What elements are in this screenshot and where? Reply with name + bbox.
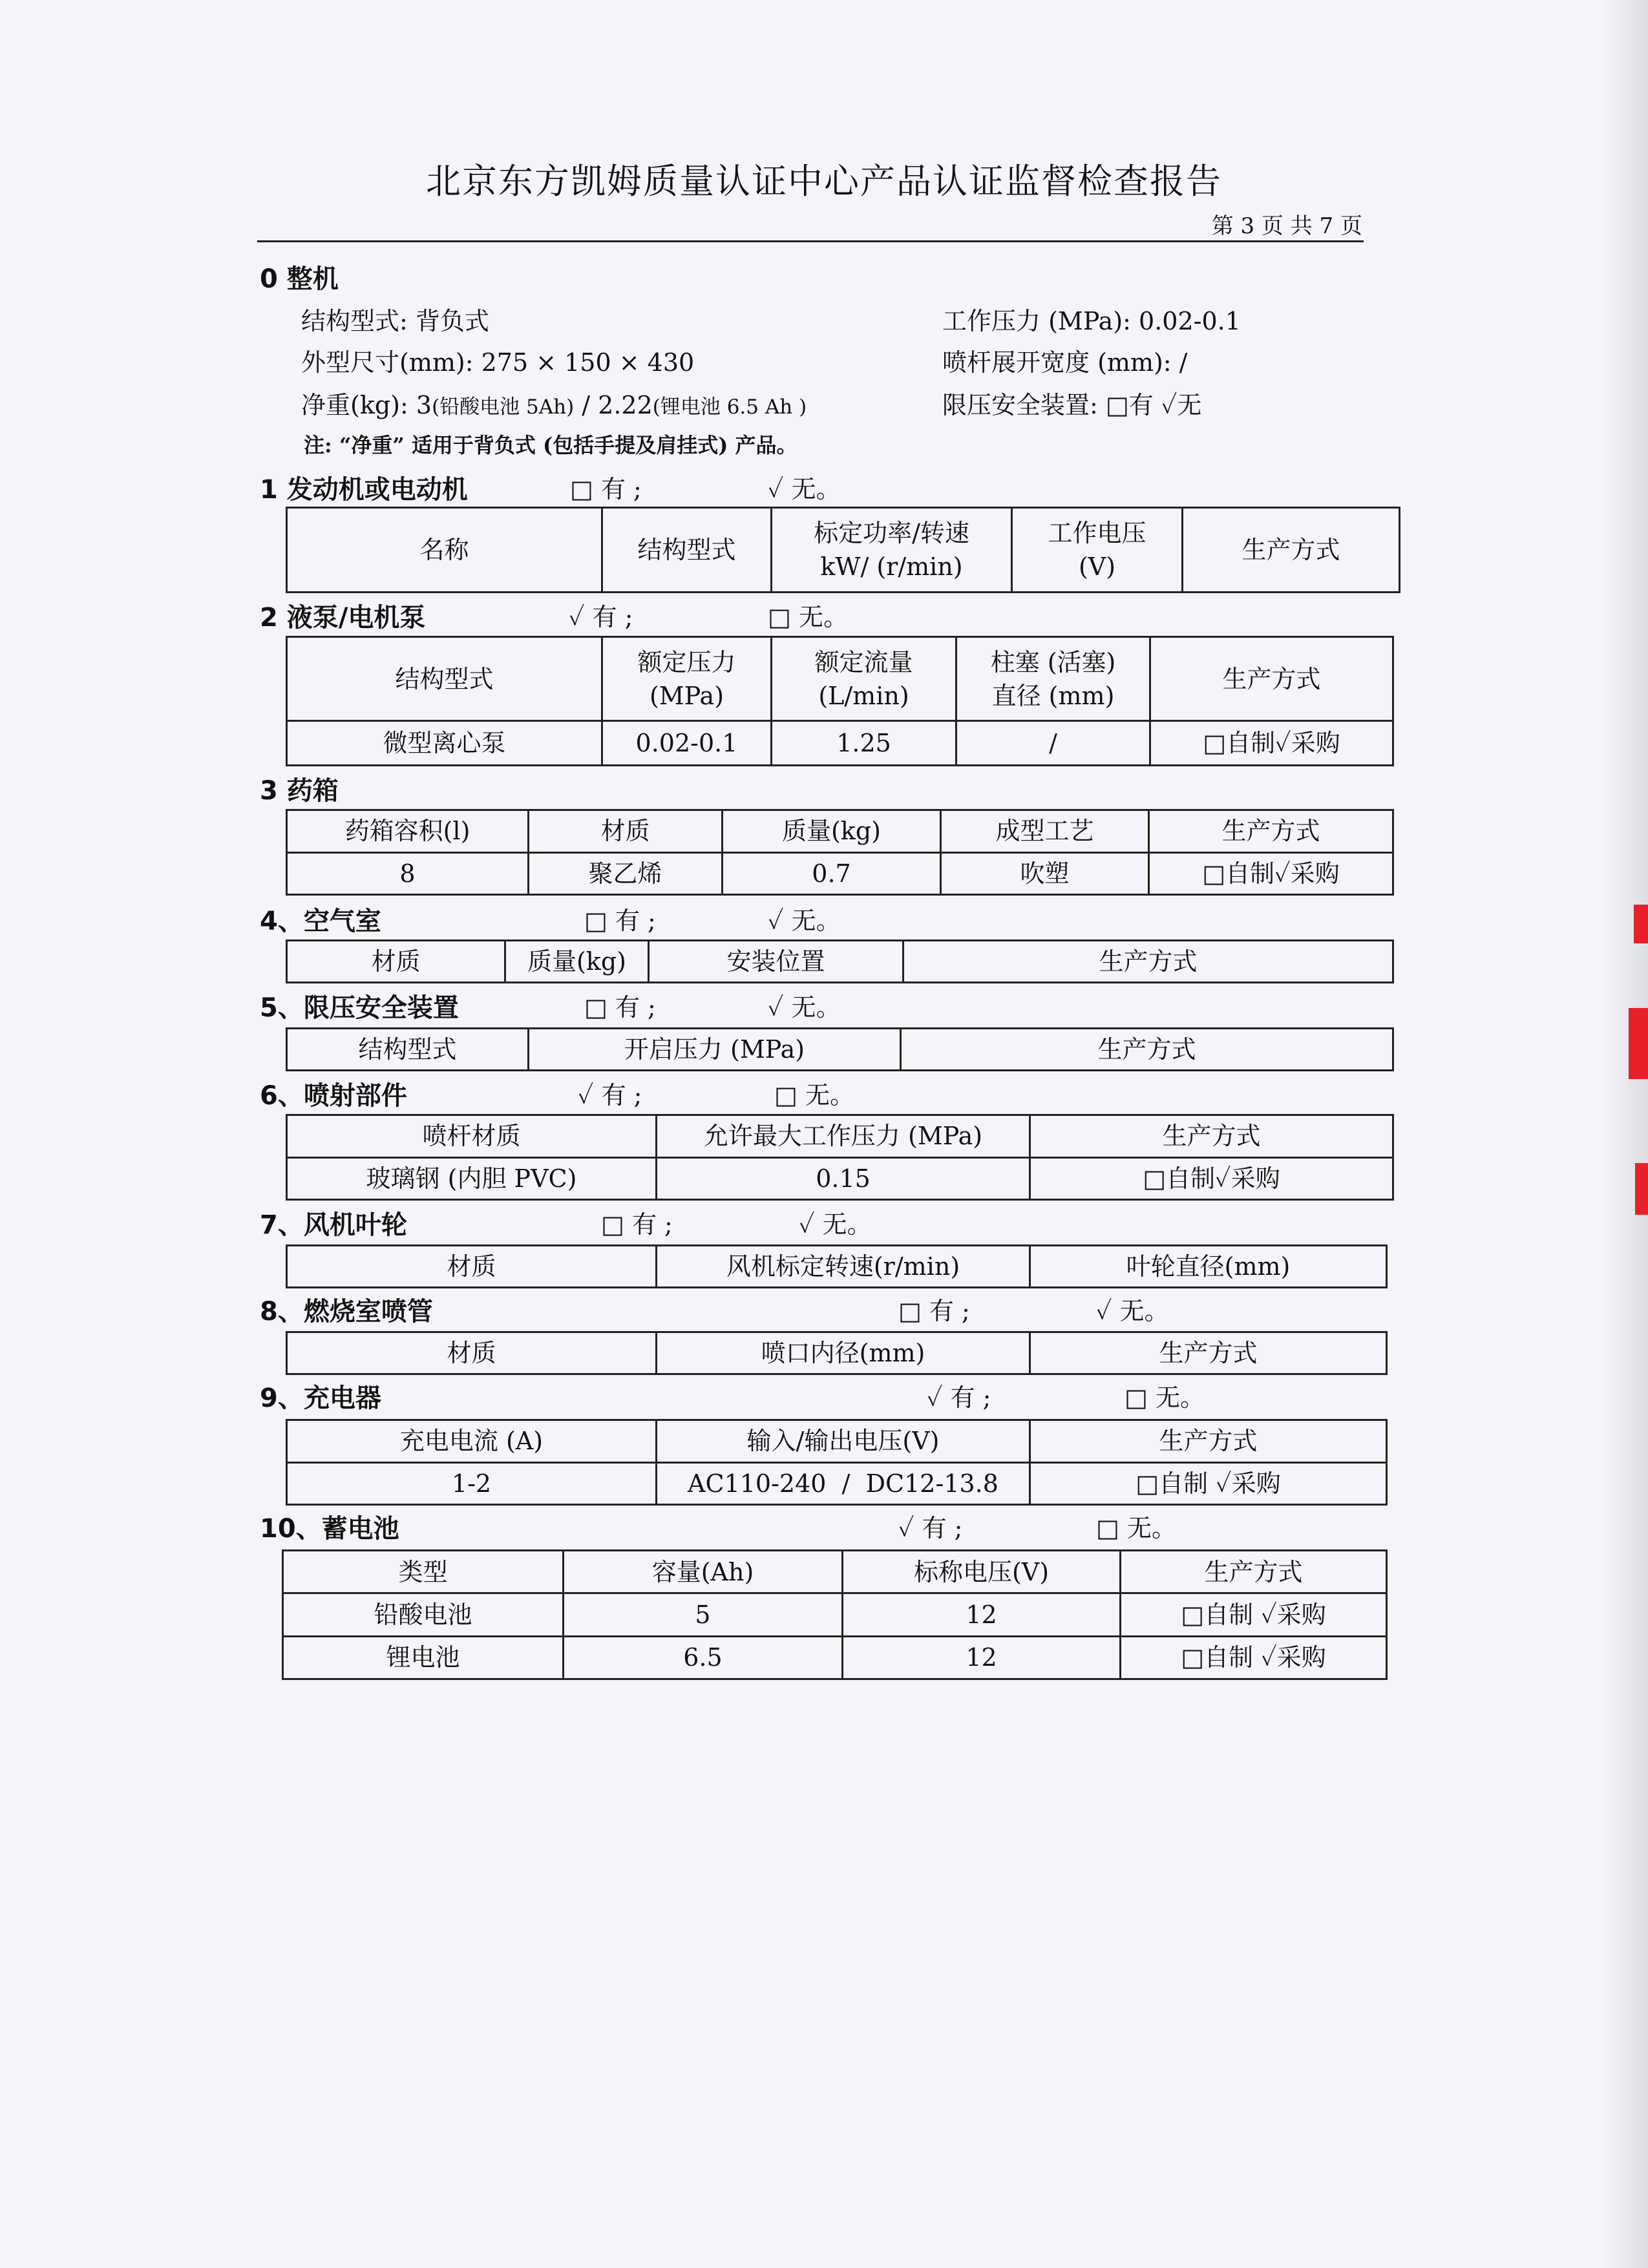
table-header-cell: 允许最大工作压力 (MPa)	[657, 1115, 1030, 1158]
section-2-no: □ 无。	[768, 603, 848, 631]
table-header-cell: 材质	[287, 1332, 657, 1374]
combustion-nozzle-table	[286, 1331, 1388, 1375]
section-0-title: 0 整机	[260, 264, 339, 294]
section-10-no: □ 无。	[1096, 1514, 1176, 1542]
table-header-cell: 生产方式	[1183, 508, 1400, 593]
section-10-title: 10、蓄电池	[260, 1514, 399, 1544]
section-1-yes: □ 有 ;	[570, 475, 642, 503]
table-header-cell: 生产方式	[1149, 810, 1393, 853]
section-7-title: 7、风机叶轮	[260, 1210, 407, 1240]
table-cell: 0.15	[657, 1157, 1030, 1200]
table-cell: 微型离心泵	[287, 721, 602, 766]
table-header-cell: 输入/输出电压(V)	[657, 1420, 1030, 1463]
section-9-yes: ✓ 有 ;	[927, 1383, 991, 1412]
section-4-no: ✓ 无。	[768, 907, 841, 935]
table-row	[287, 721, 1393, 766]
table-header-cell: 结构型式	[287, 1029, 529, 1071]
table-header-cell: 生产方式	[1150, 637, 1393, 721]
net-weight-b: (铅酸电池 5Ah)	[432, 395, 575, 419]
table-header-cell: 工作电压 (V)	[1012, 508, 1183, 593]
table-cell: AC110-240 / DC12-13.8	[657, 1462, 1030, 1505]
table-row	[287, 1332, 1387, 1374]
section-2-yes: ✓ 有 ;	[569, 603, 633, 631]
table-row	[287, 1115, 1393, 1158]
table-cell: 5	[564, 1593, 843, 1636]
table-header-cell: 成型工艺	[941, 810, 1149, 853]
table-row	[287, 1246, 1387, 1288]
table-cell: 12	[843, 1593, 1121, 1636]
table-cell: □自制 ✓采购	[1121, 1593, 1387, 1636]
boom-width: 喷杆展开宽度 (mm): /	[942, 348, 1188, 377]
table-cell: 0.02-0.1	[602, 721, 772, 766]
red-stamp-mark	[1635, 1163, 1648, 1215]
table-header-cell: 名称	[287, 508, 602, 593]
section-3-title: 3 药箱	[260, 776, 339, 806]
table-row	[287, 1462, 1387, 1505]
section-7-yes: □ 有 ;	[601, 1210, 673, 1239]
engine-table	[286, 507, 1400, 593]
net-weight-c: / 2.22	[574, 391, 653, 419]
report-title: 北京东方凯姆质量认证中心产品认证监督检查报告	[426, 161, 1222, 202]
table-cell: □自制✓采购	[1150, 721, 1393, 766]
table-header-cell: 风机标定转速(r/min)	[657, 1246, 1030, 1288]
table-row	[283, 1551, 1387, 1593]
table-header-cell: 生产方式	[903, 941, 1393, 983]
table-cell: □自制 ✓采购	[1121, 1636, 1387, 1679]
table-header-cell: 充电电流 (A)	[287, 1420, 657, 1463]
table-header-cell: 喷口内径(mm)	[657, 1332, 1030, 1374]
section-8-no: ✓ 无。	[1096, 1297, 1169, 1325]
battery-table	[282, 1549, 1388, 1680]
net-weight-a: 净重(kg): 3	[301, 391, 432, 419]
red-stamp-mark	[1629, 1008, 1648, 1079]
section-9-title: 9、充电器	[260, 1383, 381, 1413]
air-chamber-table	[286, 940, 1394, 983]
charger-table	[286, 1419, 1388, 1506]
table-header-cell: 容量(Ah)	[564, 1551, 843, 1593]
section-1-no: ✓ 无。	[768, 475, 841, 503]
table-cell: 锂电池	[283, 1636, 564, 1679]
section-2-title: 2 液泵/电机泵	[260, 603, 426, 633]
structure-type: 结构型式: 背负式	[301, 307, 489, 335]
table-header-cell: 类型	[283, 1551, 564, 1593]
table-row	[287, 508, 1400, 593]
table-row	[287, 810, 1393, 853]
table-cell: 1.25	[772, 721, 956, 766]
table-header-cell: 叶轮直径(mm)	[1030, 1246, 1387, 1288]
table-header-cell: 生产方式	[1030, 1332, 1387, 1374]
section-4-yes: □ 有 ;	[584, 907, 656, 935]
table-header-cell: 生产方式	[1121, 1551, 1387, 1593]
section-5-title: 5、限压安全装置	[260, 993, 459, 1023]
table-cell: □自制✓采购	[1149, 852, 1393, 895]
table-header-cell: 生产方式	[1030, 1115, 1393, 1158]
section-8-title: 8、燃烧室喷管	[260, 1297, 433, 1327]
section-5-yes: □ 有 ;	[584, 993, 656, 1022]
section-5-no: ✓ 无。	[768, 993, 841, 1022]
working-pressure: 工作压力 (MPa): 0.02-0.1	[942, 307, 1241, 335]
tank-table	[286, 809, 1394, 896]
scan-edge-shadow	[1603, 0, 1648, 2268]
table-header-cell: 开启压力 (MPa)	[529, 1029, 901, 1071]
table-row	[283, 1593, 1387, 1636]
table-cell: 玻璃钢 (内胆 PVC)	[287, 1157, 657, 1200]
table-header-cell: 质量(kg)	[505, 941, 649, 983]
table-row	[287, 637, 1393, 721]
table-header-cell: 安装位置	[649, 941, 903, 983]
table-cell: □自制✓采购	[1030, 1157, 1393, 1200]
table-header-cell: 结构型式	[602, 508, 772, 593]
section-7-no: ✓ 无。	[799, 1210, 872, 1239]
table-cell: 0.7	[723, 852, 941, 895]
net-weight-d: (锂电池 6.5 Ah )	[652, 395, 807, 419]
fan-impeller-table	[286, 1244, 1388, 1288]
red-stamp-mark	[1634, 905, 1648, 943]
section-6-title: 6、喷射部件	[260, 1081, 407, 1111]
table-header-cell: 标定功率/转速 kW/ (r/min)	[772, 508, 1012, 593]
table-header-cell: 额定流量 (L/min)	[772, 637, 956, 721]
page-number: 第 3 页 共 7 页	[1211, 213, 1362, 239]
table-cell: 铅酸电池	[283, 1593, 564, 1636]
table-header-cell: 材质	[287, 941, 505, 983]
table-header-cell: 结构型式	[287, 637, 602, 721]
table-cell: 6.5	[564, 1636, 843, 1679]
header-divider	[257, 240, 1364, 242]
table-cell: 1-2	[287, 1462, 657, 1505]
table-header-cell: 材质	[529, 810, 723, 853]
table-cell: /	[956, 721, 1150, 766]
section-8-yes: □ 有 ;	[898, 1297, 970, 1325]
section-10-yes: ✓ 有 ;	[898, 1514, 963, 1542]
table-header-cell: 生产方式	[1030, 1420, 1387, 1463]
net-weight	[301, 385, 807, 421]
table-row	[287, 1157, 1393, 1200]
table-row	[287, 1420, 1387, 1463]
table-row	[287, 941, 1393, 983]
table-header-cell: 标称电压(V)	[843, 1551, 1121, 1593]
safety-device-table	[286, 1027, 1394, 1071]
table-cell: 吹塑	[941, 852, 1149, 895]
table-row	[287, 1029, 1393, 1071]
table-header-cell: 喷杆材质	[287, 1115, 657, 1158]
table-cell: 12	[843, 1636, 1121, 1679]
section-1-title: 1 发动机或电动机	[260, 475, 468, 505]
table-header-cell: 生产方式	[901, 1029, 1393, 1071]
weight-note: 注: “净重” 适用于背负式 (包括手提及肩挂式) 产品。	[304, 433, 798, 457]
table-header-cell: 药箱容积(l)	[287, 810, 529, 853]
table-cell: 聚乙烯	[529, 852, 723, 895]
table-cell: □自制 ✓采购	[1030, 1462, 1387, 1505]
pressure-safety-device: 限压安全装置: □有 ✓无	[942, 391, 1202, 419]
table-row	[287, 852, 1393, 895]
spray-parts-table	[286, 1114, 1394, 1201]
table-header-cell: 柱塞 (活塞) 直径 (mm)	[956, 637, 1150, 721]
table-header-cell: 质量(kg)	[723, 810, 941, 853]
section-4-title: 4、空气室	[260, 907, 381, 936]
section-6-yes: ✓ 有 ;	[578, 1081, 642, 1109]
table-header-cell: 材质	[287, 1246, 657, 1288]
table-row	[283, 1636, 1387, 1679]
section-6-no: □ 无。	[774, 1081, 854, 1109]
table-cell: 8	[287, 852, 529, 895]
section-9-no: □ 无。	[1125, 1383, 1205, 1412]
overall-size: 外型尺寸(mm): 275 × 150 × 430	[301, 348, 695, 377]
table-header-cell: 额定压力 (MPa)	[602, 637, 772, 721]
pump-table	[286, 636, 1394, 766]
